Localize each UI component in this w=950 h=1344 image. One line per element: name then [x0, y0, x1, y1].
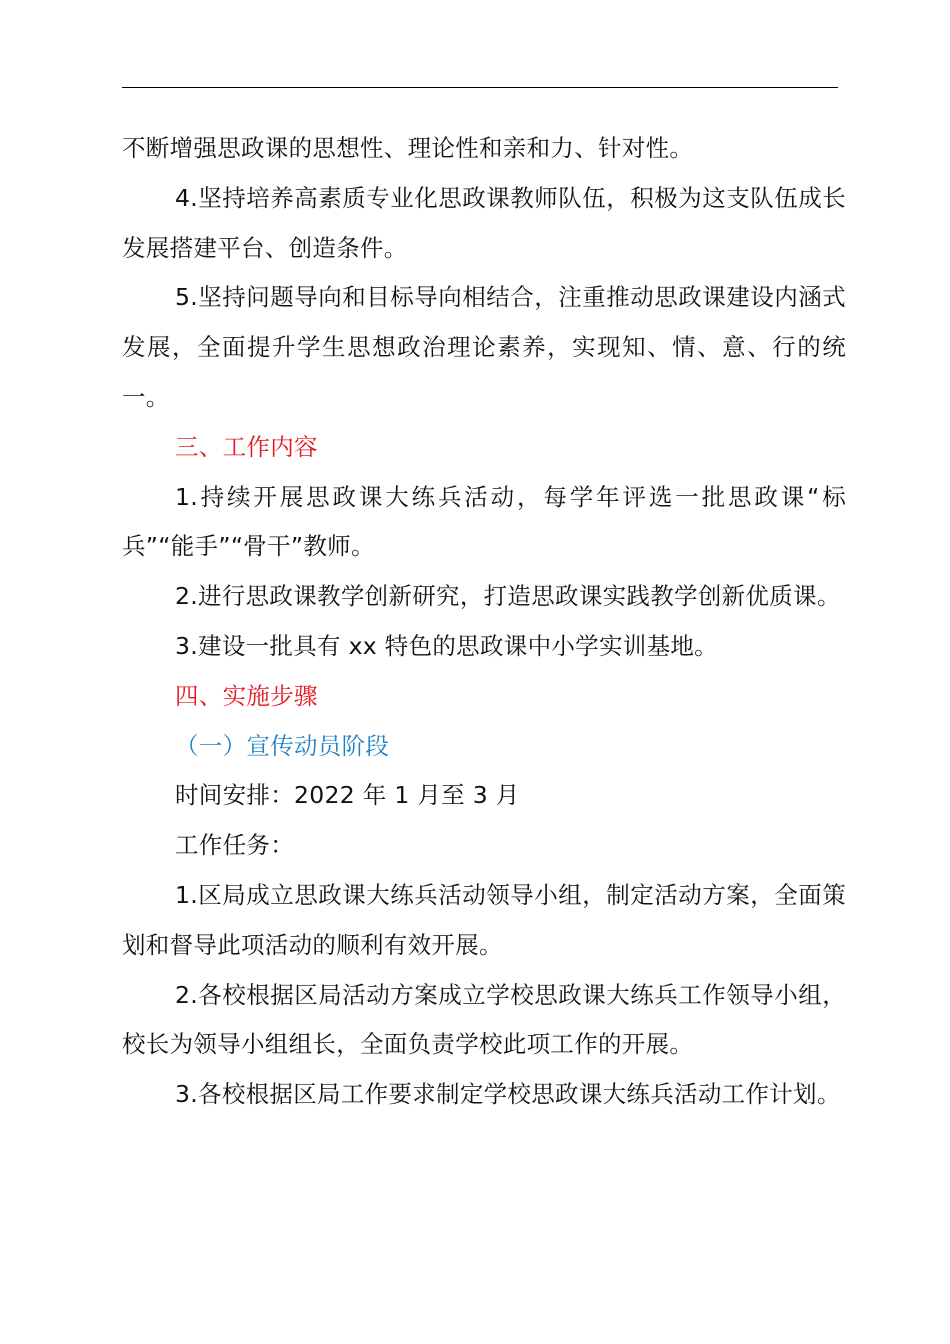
work-content-item-3: 3.建设一批具有 xx 特色的思政课中小学实训基地。: [175, 631, 718, 660]
task-item-2: 2.各校根据区局活动方案成立学校思政课大练兵工作领导小组，校长为领导小组组长，全面负责学校此项工作的开展。: [122, 980, 846, 1059]
task-item-1: 1.区局成立思政课大练兵活动领导小组，制定活动方案，全面策划和督导此项活动的顺利有效开展。: [122, 880, 846, 959]
section-heading-work-content: 三、工作内容: [175, 432, 318, 461]
tasks-label: 工作任务：: [175, 831, 294, 860]
subsection-heading-mobilization: （一）宣传动员阶段: [175, 731, 390, 760]
paragraph-item-5: 5.坚持问题导向和目标导向相结合，注重推动思政课建设内涵式发展，全面提升学生思想政治理论素养，实现知、情、意、行的统一。: [122, 283, 846, 411]
work-content-item-2: 2.进行思政课教学创新研究，打造思政课实践教学创新优质课。: [175, 582, 841, 611]
paragraph-item-4: 4.坚持培养高素质专业化思政课教师队伍，积极为这支队伍成长发展搭建平台、创造条件。: [122, 183, 846, 262]
schedule-line: 时间安排：2022 年 1 月至 3 月: [175, 781, 520, 810]
section-heading-implementation-steps: 四、实施步骤: [175, 681, 318, 710]
work-content-item-1: 1.持续开展思政课大练兵活动，每学年评选一批思政课“标兵”“能手”“骨干”教师。: [122, 482, 846, 561]
paragraph-continuation: 不断增强思政课的思想性、理论性和亲和力、针对性。: [122, 134, 694, 162]
task-item-3: 3.各校根据区局工作要求制定学校思政课大练兵活动工作计划。: [175, 1080, 841, 1109]
document-body: [122, 124, 846, 1120]
header-rule: [122, 87, 838, 88]
